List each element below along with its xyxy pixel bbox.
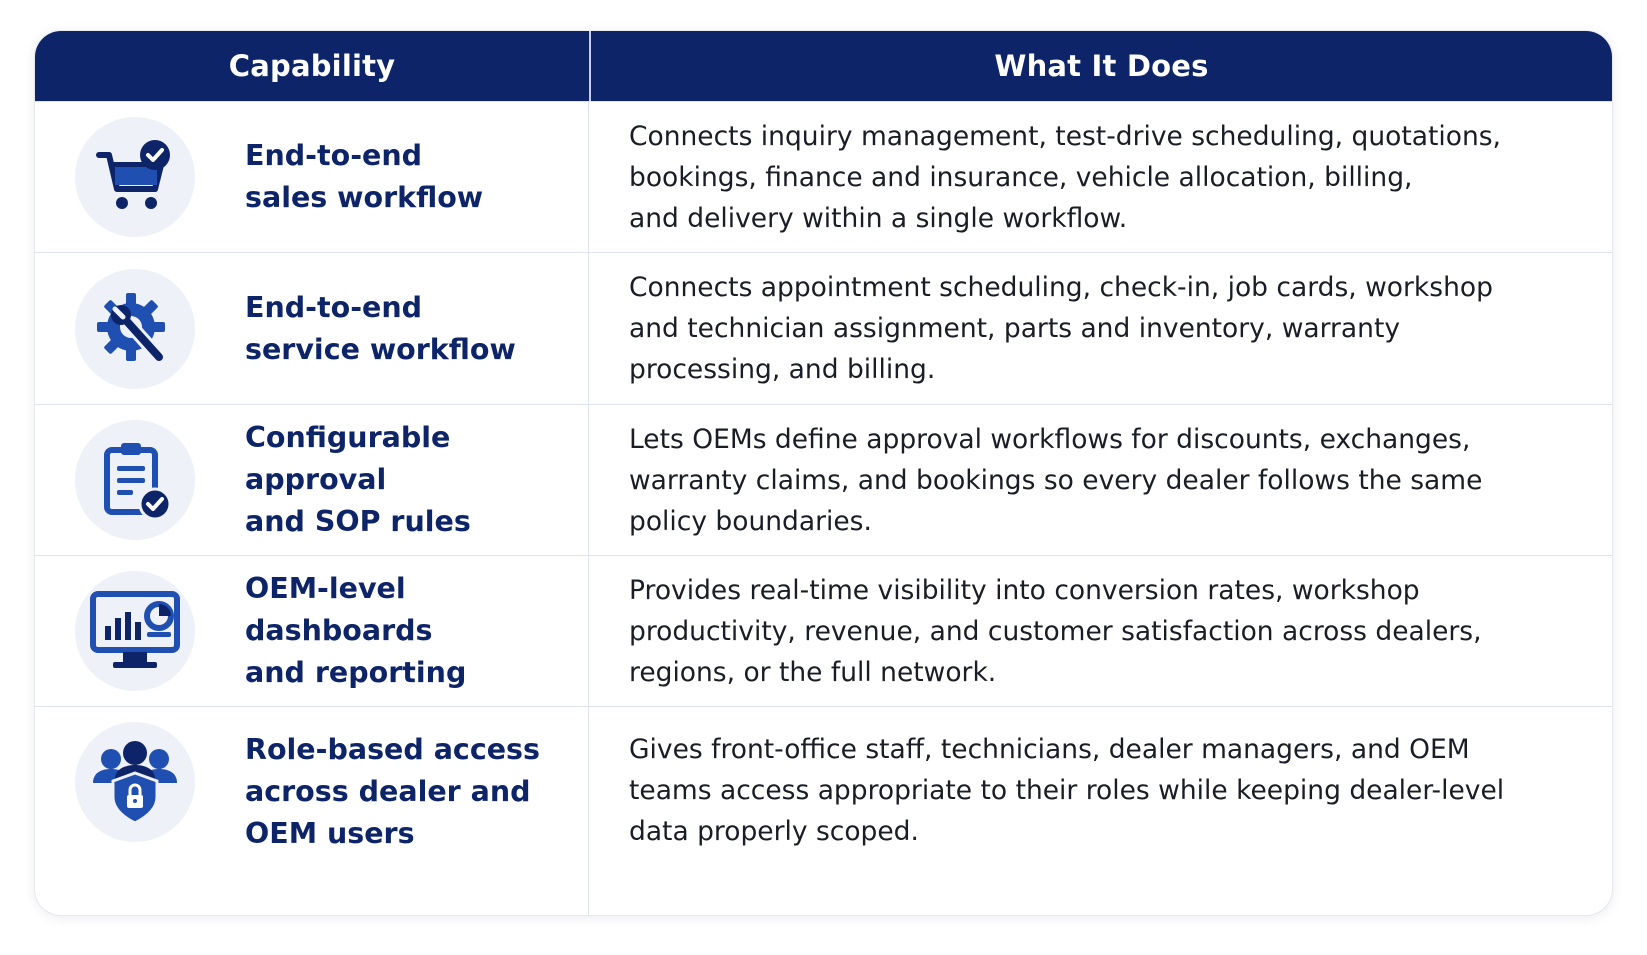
description-text: Lets OEMs define approval workflows for discounts, exchanges, warranty claims, and bookings so every dealer follows the same policy boundaries. — [629, 423, 1483, 537]
capability-cell — [35, 405, 589, 555]
description-text: Connects appointment scheduling, check-in, job cards, workshop and technician assignment, parts and inventory, warranty processing, and billing. — [629, 272, 1493, 385]
table-row — [35, 706, 1612, 915]
description-text: Provides real-time visibility into conversion rates, workshop productivity, revenue, and customer satisfaction across dealers, regions, or the full network. — [629, 574, 1482, 688]
description-cell — [589, 405, 1612, 555]
table-header — [35, 31, 1612, 101]
users-shield-lock-icon — [75, 722, 195, 842]
capability-table — [35, 31, 1612, 915]
description-cell — [589, 707, 1612, 915]
description-text: Connects inquiry management, test-drive scheduling, quotations, bookings, finance and insurance, vehicle allocation, billing, and delivery within a single workflow. — [629, 120, 1501, 234]
capability-cell — [35, 707, 589, 915]
description-cell — [589, 102, 1612, 252]
description-cell — [589, 556, 1612, 706]
capability-label: OEM-level dashboards and reporting — [245, 572, 467, 689]
capability-label: Configurable approval and SOP rules — [245, 421, 471, 538]
capability-cell — [35, 102, 589, 252]
capability-label: End-to-end sales workflow — [245, 139, 484, 214]
capability-label: Role-based access across dealer and OEM users — [245, 733, 540, 850]
header-what-it-does: What It Does — [994, 49, 1209, 83]
capability-label: End-to-end service workflow — [245, 290, 516, 366]
monitor-dashboard-icon — [75, 571, 195, 691]
capability-cell — [35, 253, 589, 404]
description-cell — [589, 253, 1612, 404]
table-row — [35, 101, 1612, 252]
capability-cell — [35, 556, 589, 706]
table-row — [35, 404, 1612, 555]
table-row — [35, 252, 1612, 404]
header-capability: Capability — [228, 49, 396, 83]
table-row — [35, 555, 1612, 706]
gear-wrench-icon — [75, 269, 195, 389]
description-text: Gives front-office staff, technicians, dealer managers, and OEM teams access appropriate to their roles while keeping dealer-level data properly scoped. — [629, 734, 1505, 847]
shopping-cart-check-icon — [75, 117, 195, 237]
clipboard-check-icon — [75, 420, 195, 540]
